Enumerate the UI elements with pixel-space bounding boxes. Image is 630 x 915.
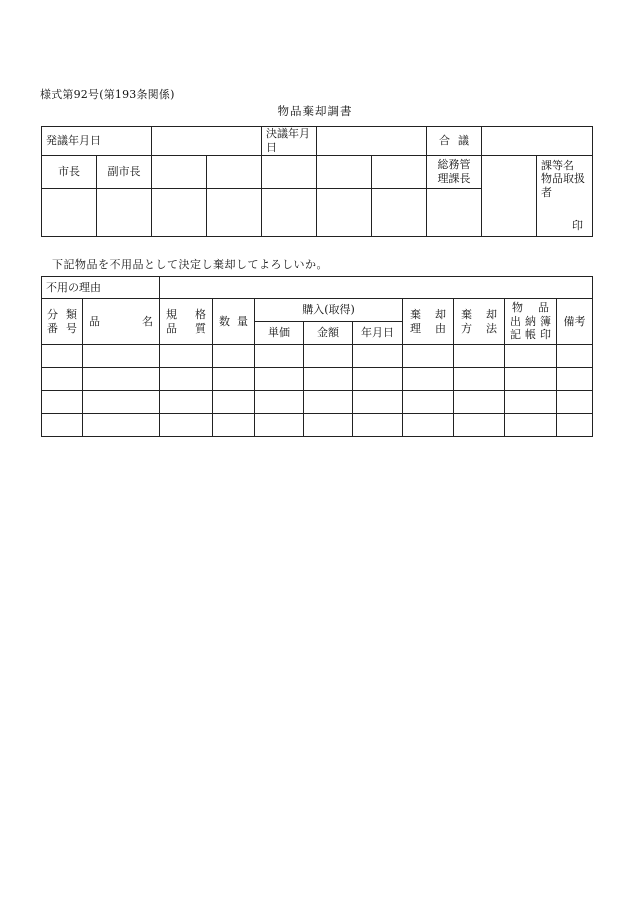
table-cell[interactable] [213,391,255,414]
ledger-char: 出 [510,314,521,328]
section-name-cell[interactable] [537,155,593,236]
quantity-char: 数 [219,314,230,328]
statement-text: 下記物品を不用品として決定し棄却してよろしいか。 [52,258,328,271]
table-cell[interactable] [454,414,505,437]
table-cell[interactable] [42,391,83,414]
purchase-header: 購入(取得) [255,299,403,322]
table-cell[interactable] [505,368,557,391]
seal-mark: 印 [572,218,583,232]
consultation-label [427,127,482,156]
table-cell[interactable] [255,345,304,368]
table-cell[interactable] [83,391,160,414]
table-cell[interactable] [213,414,255,437]
ledger-char: 印 [540,328,551,342]
section-name-line-3: 者 [541,186,552,199]
quantity-header [213,299,255,345]
spec-char: 品 [166,321,177,335]
disposal-reason-char: 却 [435,307,446,321]
amount-header: 金額 [304,322,353,345]
ledger-char: 簿 [540,314,551,328]
table-cell[interactable] [160,391,213,414]
consultation-label-1: 合 [439,133,450,147]
form-number: 様式第92号(第193条関係) [40,88,175,101]
approval-header-blank [317,155,372,188]
spec-char: 質 [195,321,206,335]
disposal-method-char: 棄 [461,307,472,321]
disposal-reason-char: 理 [410,321,421,335]
item-name-char: 名 [142,314,153,328]
disposal-method-char: 却 [486,307,497,321]
general-affairs-line-2: 理課長 [437,171,471,185]
items-table [41,276,593,437]
remarks-header: 備考 [557,299,593,345]
table-cell[interactable] [160,368,213,391]
ledger-char: 物 [512,300,523,314]
unit-price-header: 単価 [255,322,304,345]
table-cell[interactable] [454,391,505,414]
table-cell[interactable] [42,368,83,391]
mayor-label: 市長 [42,155,97,188]
approval-seal-box[interactable] [317,188,372,236]
item-name-char: 品 [89,314,100,328]
consultation-label-2: 議 [458,133,469,147]
general-affairs-line-1: 総務管 [437,157,471,171]
mayor-seal-box[interactable] [42,188,97,236]
table-cell[interactable] [353,368,403,391]
approval-seal-box[interactable] [372,188,427,236]
approval-seal-box[interactable] [152,188,207,236]
table-row [42,414,593,437]
quantity-char: 量 [237,314,248,328]
class-no-char: 類 [66,307,77,321]
table-cell[interactable] [304,391,353,414]
class-no-header [42,299,83,345]
table-cell[interactable] [454,345,505,368]
approval-seal-box[interactable] [207,188,262,236]
decision-date-field[interactable] [317,127,427,156]
table-cell[interactable] [255,391,304,414]
spec-char: 格 [195,307,206,321]
approval-header-blank [152,155,207,188]
item-name-header [83,299,160,345]
table-cell[interactable] [160,414,213,437]
table-cell[interactable] [304,414,353,437]
date-header: 年月日 [353,322,403,345]
class-no-char: 番 [47,321,58,335]
class-no-char: 分 [47,307,58,321]
table-cell[interactable] [42,414,83,437]
table-cell[interactable] [505,391,557,414]
table-cell[interactable] [255,368,304,391]
table-cell[interactable] [353,391,403,414]
disposal-method-char: 方 [461,321,472,335]
decision-date-label: 決議年月日 [262,127,317,156]
spec-char: 規 [166,307,177,321]
disposal-method-char: 法 [486,321,497,335]
table-cell[interactable] [160,345,213,368]
table-cell[interactable] [353,414,403,437]
ledger-char: 納 [525,314,536,328]
table-cell[interactable] [454,368,505,391]
table-cell[interactable] [213,368,255,391]
table-cell[interactable] [83,368,160,391]
table-cell[interactable] [353,345,403,368]
class-no-char: 号 [66,321,77,335]
table-row [42,368,593,391]
proposal-date-label: 発議年月日 [42,127,152,156]
approval-header-blank [262,155,317,188]
table-cell[interactable] [403,414,454,437]
ledger-char: 品 [538,300,549,314]
table-cell[interactable] [557,391,593,414]
approval-seal-box[interactable] [262,188,317,236]
disposal-reason-char: 棄 [410,307,421,321]
approval-header-blank [372,155,427,188]
ledger-header [505,299,557,345]
general-affairs-label [427,155,482,188]
table-row [42,345,593,368]
table-cell[interactable] [304,368,353,391]
page-title: 物品棄却調書 [277,104,353,118]
consultation-field[interactable] [482,127,593,156]
table-cell[interactable] [83,414,160,437]
table-cell[interactable] [557,345,593,368]
table-cell[interactable] [403,391,454,414]
table-cell[interactable] [304,345,353,368]
table-cell[interactable] [255,414,304,437]
table-cell[interactable] [42,345,83,368]
table-cell[interactable] [557,368,593,391]
table-cell[interactable] [505,414,557,437]
table-cell[interactable] [505,345,557,368]
proposal-date-field[interactable] [152,127,262,156]
table-cell[interactable] [213,345,255,368]
table-cell[interactable] [83,345,160,368]
disposal-method-header [454,299,505,345]
table-cell[interactable] [403,345,454,368]
ledger-char: 帳 [525,328,536,342]
disposal-reason-char: 由 [435,321,446,335]
disposal-reason-header [403,299,454,345]
table-cell[interactable] [557,414,593,437]
general-affairs-seal-box[interactable] [427,188,482,236]
vice-mayor-label: 副市長 [97,155,152,188]
reason-field[interactable] [160,277,593,299]
vice-mayor-seal-box[interactable] [97,188,152,236]
approval-header-blank [207,155,262,188]
approval-side-blank [482,155,537,236]
section-name-line-1: 課等名 [541,158,574,172]
table-row [42,391,593,414]
ledger-char: 記 [510,328,521,342]
spec-quality-header [160,299,213,345]
section-name-line-2: 物品取扱 [541,172,585,186]
table-cell[interactable] [403,368,454,391]
approval-table [41,126,593,237]
reason-label: 不用の理由 [42,277,160,299]
